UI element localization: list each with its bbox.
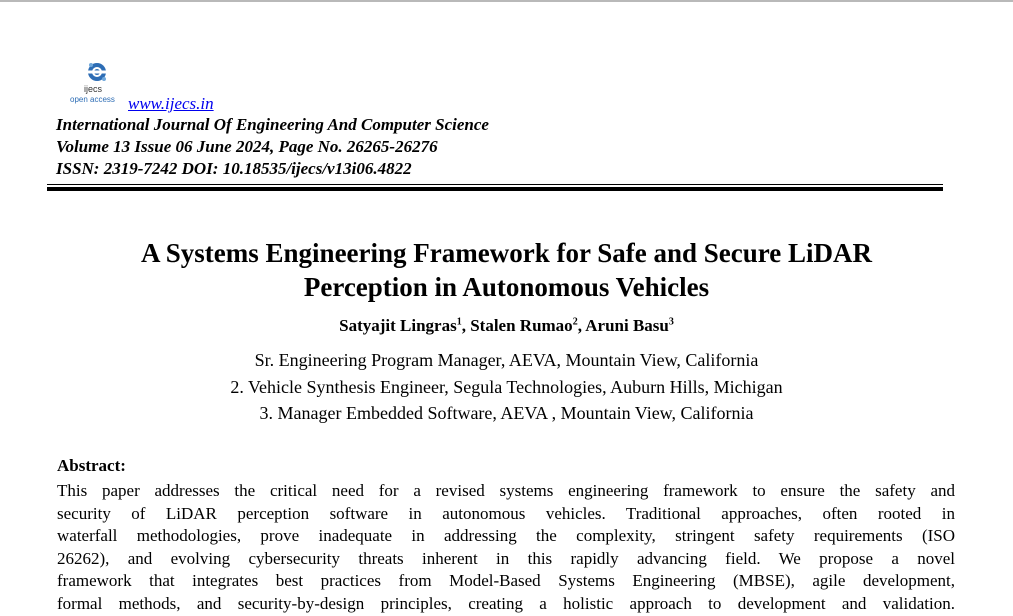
author-affiliation-mark: 3: [668, 316, 674, 328]
author-separator: ,: [577, 316, 586, 335]
author-name: Satyajit Lingras: [339, 316, 457, 335]
abstract-line: This paper addresses the critical need for a revised systems engineering framework to ensure the safety and: [57, 481, 955, 500]
page-top-border: [0, 0, 1013, 2]
journal-name: International Journal Of Engineering And Computer Science: [56, 115, 489, 134]
author-separator: ,: [461, 316, 471, 335]
affiliation-list: [0, 347, 1013, 427]
abstract-line: security of LiDAR perception software in autonomous vehicles. Traditional approaches, often rooted in: [57, 503, 955, 523]
abstract-line: 26262), and evolving cybersecurity threats inherent in this rapidly advancing field. We propose a novel: [57, 548, 955, 568]
header-divider-thin: [47, 184, 943, 185]
author-list: [0, 314, 1013, 338]
abstract-line: waterfall methodologies, prove inadequate in addressing the complexity, stringent safety requirements (ISO: [57, 526, 955, 546]
logo-name: ijecs: [84, 84, 103, 94]
paper-title-line-2: Perception in Autonomous Vehicles: [303, 272, 710, 302]
paper-title: [0, 236, 1013, 304]
author-affiliation-mark: 2: [572, 316, 578, 328]
affiliation-line: 3. Manager Embedded Software, AEVA , Mountain View, California: [259, 403, 754, 423]
ijecs-logo: [62, 60, 122, 110]
abstract-line: framework that integrates best practices from Model-Based Systems Engineering (MBSE), agile development,: [57, 571, 955, 591]
paper-title-line-1: A Systems Engineering Framework for Safe and Secure LiDAR: [141, 238, 872, 268]
affiliation-line: 2. Vehicle Synthesis Engineer, Segula Technologies, Auburn Hills, Michigan: [230, 376, 783, 397]
journal-website-link[interactable]: www.ijecs.in: [128, 94, 214, 113]
logo-tagline: open access: [70, 95, 115, 104]
author-name: Aruni Basu: [585, 316, 669, 335]
abstract-heading: Abstract:: [57, 456, 126, 475]
abstract-body: [57, 480, 955, 616]
author-name: Stalen Rumao: [470, 316, 573, 335]
journal-issn-doi: ISSN: 2319-7242 DOI: 10.18535/ijecs/v13i06.4822: [56, 159, 412, 178]
logo-row: [56, 60, 946, 114]
journal-volume-info: Volume 13 Issue 06 June 2024, Page No. 26265-26276: [56, 137, 438, 156]
header-divider-thick: [47, 187, 943, 191]
author-affiliation-mark: 1: [456, 316, 462, 328]
affiliation-line: Sr. Engineering Program Manager, AEVA, Mountain View, California: [254, 350, 759, 370]
abstract-line: formal methods, and security-by-design principles, creating a holistic approach to development and validation.: [57, 593, 955, 613]
journal-header: [56, 60, 946, 180]
ijecs-logo-icon: [82, 60, 112, 86]
